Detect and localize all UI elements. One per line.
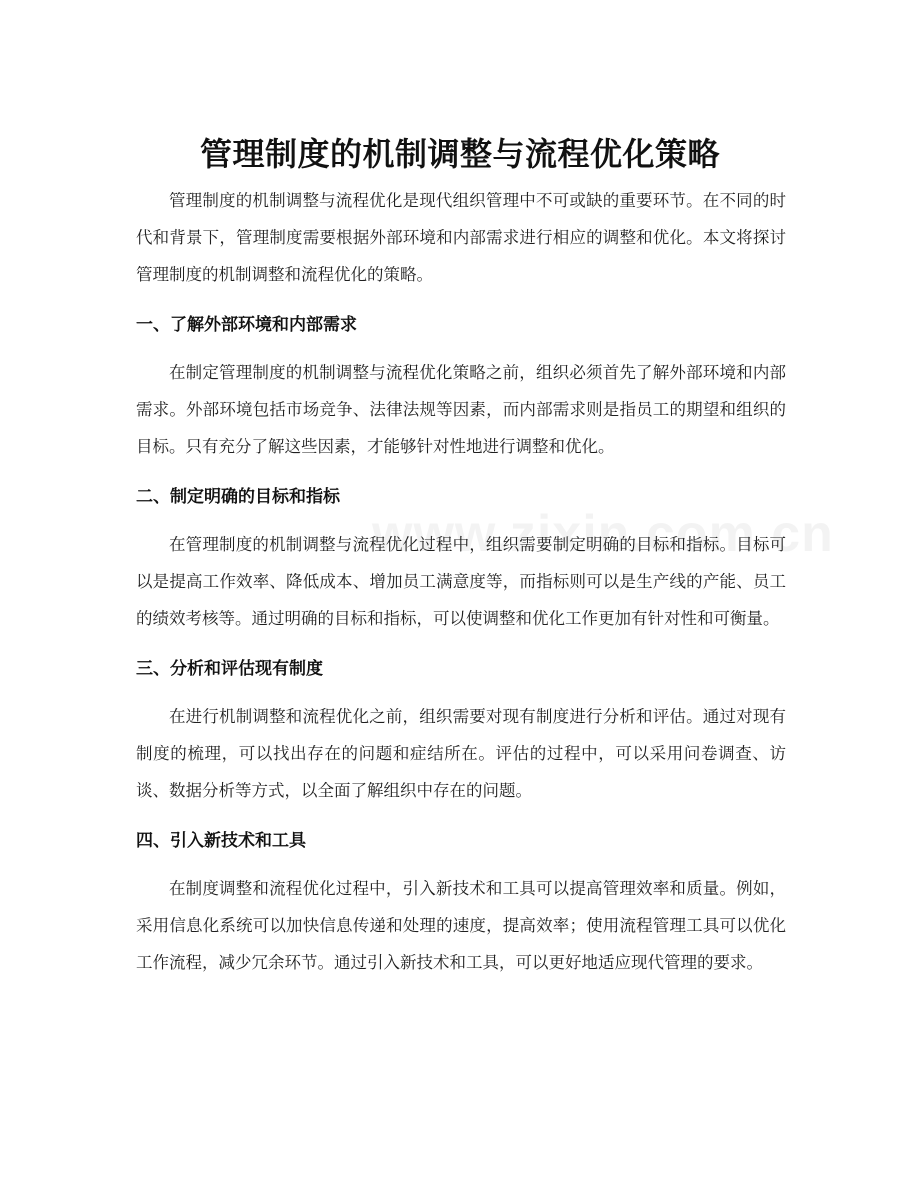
section-paragraph-1: 在制定管理制度的机制调整与流程优化策略之前，组织必须首先了解外部环境和内部需求。外部环境包括市场竞争、法律法规等因素，而内部需求则是指员工的期望和组织的目标。只有充分了解这些因素，才能够针对性地进行调整和优化。	[136, 363, 786, 456]
section-paragraph-2: 在管理制度的机制调整与流程优化过程中，组织需要制定明确的目标和指标。目标可以是提高工作效率、降低成本、增加员工满意度等，而指标则可以是生产线的产能、员工的绩效考核等。通过明确的目标和指标，可以使调整和优化工作更加有针对性和可衡量。	[136, 535, 786, 628]
section-paragraph-4: 在制度调整和流程优化过程中，引入新技术和工具可以提高管理效率和质量。例如，采用信息化系统可以加快信息传递和处理的速度，提高效率；使用流程管理工具可以优化工作流程，减少冗余环节。通过引入新技术和工具，可以更好地适应现代管理的要求。	[136, 879, 786, 972]
section-heading-4: 四、引入新技术和工具	[136, 831, 306, 851]
section-paragraph-3: 在进行机制调整和流程优化之前，组织需要对现有制度进行分析和评估。通过对现有制度的梳理，可以找出存在的问题和症结所在。评估的过程中，可以采用问卷调查、访谈、数据分析等方式，以全面了解组织中存在的问题。	[136, 707, 786, 800]
section-heading-1: 一、了解外部环境和内部需求	[136, 315, 357, 335]
intro-paragraph: 管理制度的机制调整与流程优化是现代组织管理中不可或缺的重要环节。在不同的时代和背景下，管理制度需要根据外部环境和内部需求进行相应的调整和优化。本文将探讨管理制度的机制调整和流程优化的策略。	[136, 191, 786, 284]
document-title: 管理制度的机制调整与流程优化策略	[199, 135, 720, 174]
section-heading-2: 二、制定明确的目标和指标	[136, 487, 340, 507]
section-heading-3: 三、分析和评估现有制度	[136, 659, 323, 679]
document-body	[136, 182, 786, 981]
